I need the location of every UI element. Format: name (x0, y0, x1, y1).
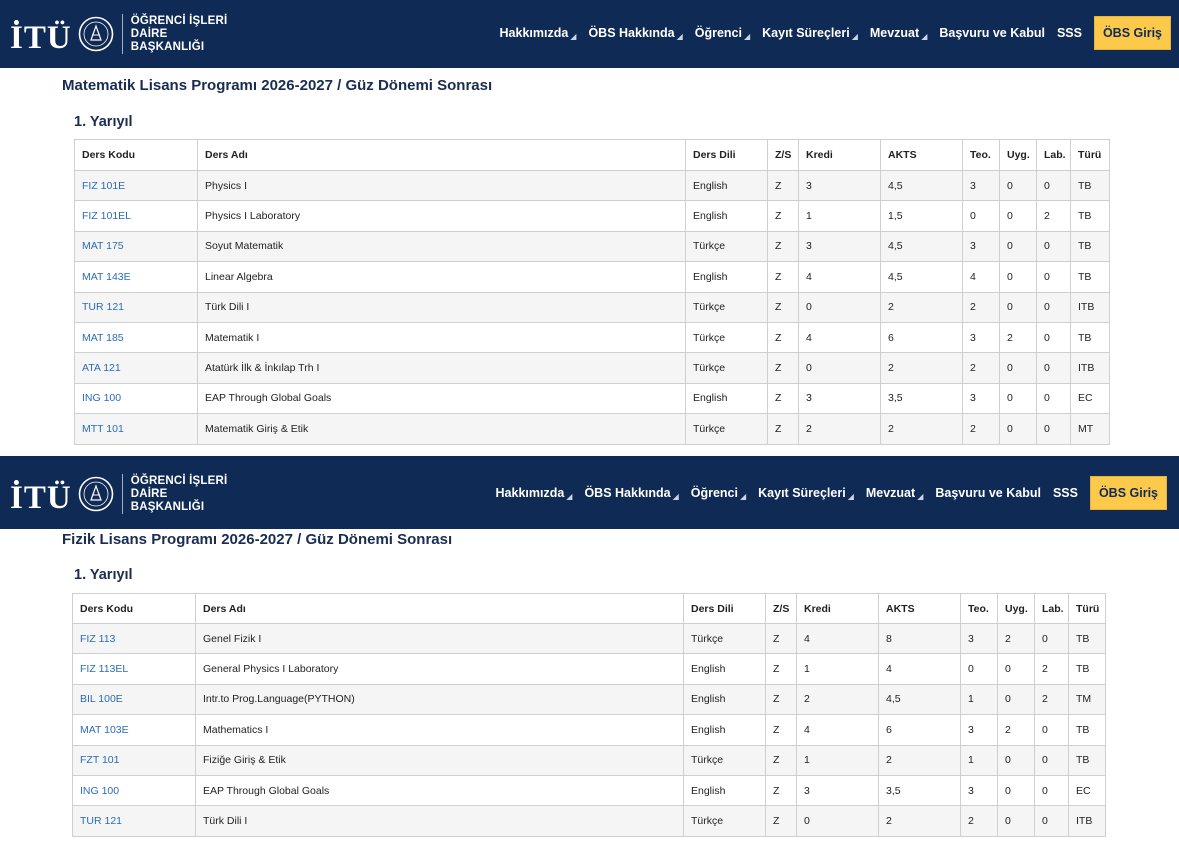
cell-type: ITB (1071, 292, 1110, 322)
cell-ects: 6 (879, 715, 961, 745)
itu-logo[interactable] (10, 466, 227, 522)
cell-type: TB (1069, 654, 1106, 684)
cell-theory: 3 (963, 322, 1000, 352)
cell-type: TB (1071, 262, 1110, 292)
table-row (73, 624, 1106, 654)
cell-code (75, 231, 198, 261)
cell-name: Mathematics I (196, 715, 684, 745)
org-name-line2: DAİRE (130, 487, 168, 500)
table-row (73, 654, 1106, 684)
cell-zs: Z (766, 775, 797, 805)
screenshot-fizik (0, 456, 1179, 846)
cell-zs: Z (766, 745, 797, 775)
cell-name: Türk Dili I (196, 806, 684, 836)
program-content (12, 529, 1163, 846)
cell-credit: 4 (797, 624, 879, 654)
nav-label: Mevzuat (865, 486, 916, 500)
org-name-line1: ÖĞRENCİ İŞLERİ (130, 14, 228, 27)
cell-credit: 1 (797, 745, 879, 775)
cell-credit: 3 (799, 171, 881, 201)
main-nav (484, 476, 1167, 510)
course-code-link[interactable]: TUR 121 (80, 815, 123, 828)
cell-zs: Z (766, 715, 797, 745)
cell-name: Atatürk İlk & İnkılap Trh I (198, 353, 686, 383)
column-header-ects: AKTS (881, 140, 963, 171)
itu-seal-icon (78, 476, 114, 512)
cell-practice: 0 (998, 745, 1035, 775)
cell-credit: 1 (797, 654, 879, 684)
table-row (73, 775, 1106, 805)
cell-lab: 0 (1035, 806, 1069, 836)
cell-practice: 2 (1000, 322, 1037, 352)
cell-theory: 0 (963, 201, 1000, 231)
course-code-link[interactable]: FIZ 113EL (80, 663, 129, 676)
cell-type: TB (1069, 624, 1106, 654)
cell-theory: 2 (963, 414, 1000, 444)
column-header-language: Ders Dili (684, 594, 766, 624)
course-code-link[interactable]: FIZ 101E (82, 179, 126, 192)
chevron-down-icon: ◢ (566, 491, 573, 501)
nav-basvuru-ve-kabul[interactable] (939, 26, 1045, 40)
cell-language: Türkçe (686, 414, 768, 444)
cell-language: Türkçe (684, 745, 766, 775)
cell-code (73, 684, 196, 714)
course-code-link[interactable]: FZT 101 (80, 754, 120, 767)
course-code-link[interactable]: MAT 143E (82, 270, 131, 283)
org-name-line3: BAŞKANLIĞI (130, 40, 205, 53)
cell-practice: 0 (1000, 201, 1037, 231)
chevron-down-icon: ◢ (847, 491, 854, 501)
cell-ects: 3,5 (881, 383, 963, 413)
course-code-link[interactable]: MAT 175 (82, 240, 124, 253)
cell-code (75, 414, 198, 444)
cell-lab: 0 (1037, 383, 1071, 413)
cell-language: English (684, 684, 766, 714)
table-row (73, 806, 1106, 836)
cell-practice: 2 (998, 715, 1035, 745)
column-header-type: Türü (1071, 140, 1110, 171)
chevron-down-icon: ◢ (740, 491, 747, 501)
cell-practice: 0 (1000, 383, 1037, 413)
obs-login-button[interactable]: ÖBS Giriş (1094, 16, 1171, 50)
cell-code (73, 745, 196, 775)
main-nav (488, 16, 1171, 50)
cell-credit: 4 (799, 262, 881, 292)
itu-wordmark: İTÜ (10, 479, 72, 516)
course-code-link[interactable]: FIZ 113 (80, 632, 116, 645)
nav-label: Öğrenci (690, 486, 738, 500)
cell-language: Türkçe (686, 322, 768, 352)
cell-code (75, 383, 198, 413)
cell-name: EAP Through Global Goals (198, 383, 686, 413)
cell-zs: Z (766, 684, 797, 714)
cell-type: EC (1071, 383, 1110, 413)
itu-wordmark: İTÜ (10, 19, 72, 56)
column-header-credit: Kredi (797, 594, 879, 624)
cell-credit: 2 (797, 684, 879, 714)
cell-practice: 0 (1000, 292, 1037, 322)
table-row (73, 745, 1106, 775)
cell-lab: 0 (1035, 624, 1069, 654)
cell-lab: 0 (1037, 322, 1071, 352)
page-title: Fizik Lisans Programı 2026-2027 / Güz Dönemi Sonrası (62, 531, 453, 548)
table-row (75, 201, 1110, 231)
nav-label: Başvuru ve Kabul (939, 26, 1045, 40)
cell-type: EC (1069, 775, 1106, 805)
cell-zs: Z (768, 231, 799, 261)
column-header-credit: Kredi (799, 140, 881, 171)
cell-language: English (686, 262, 768, 292)
cell-ects: 2 (881, 292, 963, 322)
cell-practice: 0 (1000, 262, 1037, 292)
cell-credit: 3 (799, 231, 881, 261)
cell-practice: 2 (998, 624, 1035, 654)
cell-code (73, 806, 196, 836)
cell-zs: Z (766, 624, 797, 654)
chevron-down-icon: ◢ (570, 31, 577, 41)
cell-theory: 2 (961, 806, 998, 836)
cell-ects: 2 (881, 414, 963, 444)
nav-obs-hakkinda[interactable] (588, 26, 682, 41)
nav-label: ÖBS Hakkında (588, 26, 675, 40)
cell-zs: Z (766, 806, 797, 836)
table-header-row (75, 140, 1110, 171)
table-row (75, 322, 1110, 352)
cell-name: General Physics I Laboratory (196, 654, 684, 684)
cell-ects: 4,5 (881, 171, 963, 201)
cell-theory: 2 (963, 292, 1000, 322)
cell-practice: 0 (998, 654, 1035, 684)
cell-code (75, 322, 198, 352)
table-row (75, 171, 1110, 201)
cell-type: TB (1071, 201, 1110, 231)
chevron-down-icon: ◢ (744, 31, 751, 41)
cell-name: Soyut Matematik (198, 231, 686, 261)
cell-type: TB (1071, 322, 1110, 352)
nav-label: Kayıt Süreçleri (758, 486, 846, 500)
cell-language: Türkçe (684, 624, 766, 654)
table-row (75, 231, 1110, 261)
cell-lab: 0 (1037, 292, 1071, 322)
cell-theory: 4 (963, 262, 1000, 292)
nav-label: Kayıt Süreçleri (762, 26, 850, 40)
nav-hakkimizda[interactable] (500, 26, 577, 41)
cell-ects: 4 (879, 654, 961, 684)
column-header-language: Ders Dili (686, 140, 768, 171)
cell-language: Türkçe (686, 353, 768, 383)
chevron-down-icon: ◢ (851, 31, 858, 41)
cell-language: English (684, 775, 766, 805)
cell-ects: 1,5 (881, 201, 963, 231)
term-heading: 1. Yarıyıl (74, 114, 133, 130)
cell-ects: 8 (879, 624, 961, 654)
cell-lab: 2 (1037, 201, 1071, 231)
chevron-down-icon: ◢ (672, 491, 679, 501)
course-code-link[interactable]: TUR 121 (82, 301, 125, 314)
cell-name: Matematik I (198, 322, 686, 352)
cell-zs: Z (766, 654, 797, 684)
course-table (72, 593, 1106, 837)
cell-credit: 0 (799, 353, 881, 383)
cell-theory: 3 (961, 715, 998, 745)
cell-code (73, 624, 196, 654)
nav-label: Öğrenci (694, 26, 742, 40)
column-header-practice: Uyg. (1000, 140, 1037, 171)
nav-kayit-surecleri[interactable] (762, 26, 858, 41)
cell-code (75, 353, 198, 383)
org-name (131, 475, 228, 514)
cell-zs: Z (768, 322, 799, 352)
cell-code (75, 292, 198, 322)
table-row (75, 414, 1110, 444)
nav-label: SSS (1052, 486, 1078, 500)
nav-hakkimizda[interactable] (496, 486, 573, 501)
cell-ects: 2 (881, 353, 963, 383)
cell-practice: 0 (998, 684, 1035, 714)
cell-credit: 4 (797, 715, 879, 745)
cell-credit: 0 (797, 806, 879, 836)
cell-type: TB (1071, 171, 1110, 201)
nav-label: Başvuru ve Kabul (935, 486, 1041, 500)
cell-theory: 1 (961, 745, 998, 775)
column-header-zs: Z/S (766, 594, 797, 624)
nav-sss[interactable] (1053, 486, 1078, 500)
cell-name: Genel Fizik I (196, 624, 684, 654)
cell-lab: 0 (1035, 715, 1069, 745)
cell-zs: Z (768, 414, 799, 444)
cell-lab: 0 (1037, 231, 1071, 261)
nav-mevzuat[interactable] (866, 486, 923, 501)
column-header-lab: Lab. (1035, 594, 1069, 624)
cell-theory: 1 (961, 684, 998, 714)
column-header-code: Ders Kodu (75, 140, 198, 171)
column-header-ects: AKTS (879, 594, 961, 624)
cell-zs: Z (768, 171, 799, 201)
course-code-link[interactable]: MTT 101 (82, 422, 124, 435)
cell-zs: Z (768, 292, 799, 322)
table-row (73, 684, 1106, 714)
column-header-theory: Teo. (961, 594, 998, 624)
nav-sss[interactable] (1057, 26, 1082, 40)
course-code-link[interactable]: ATA 121 (82, 362, 121, 375)
cell-lab: 0 (1035, 775, 1069, 805)
cell-name: Physics I (198, 171, 686, 201)
course-code-link[interactable]: MAT 185 (82, 331, 124, 344)
cell-practice: 0 (1000, 414, 1037, 444)
chevron-down-icon: ◢ (921, 31, 928, 41)
cell-ects: 3,5 (879, 775, 961, 805)
column-header-name: Ders Adı (196, 594, 684, 624)
cell-practice: 0 (1000, 353, 1037, 383)
column-header-practice: Uyg. (998, 594, 1035, 624)
org-name-line3: BAŞKANLIĞI (130, 500, 205, 513)
cell-practice: 0 (998, 806, 1035, 836)
cell-lab: 0 (1037, 171, 1071, 201)
table-row (75, 353, 1110, 383)
cell-language: English (686, 201, 768, 231)
cell-code (73, 654, 196, 684)
cell-lab: 0 (1037, 414, 1071, 444)
itu-logo[interactable] (10, 6, 227, 62)
cell-zs: Z (768, 353, 799, 383)
top-navbar (0, 0, 1179, 68)
nav-label: Hakkımızda (499, 26, 569, 40)
nav-kayit-surecleri[interactable] (758, 486, 854, 501)
cell-type: ITB (1071, 353, 1110, 383)
cell-language: English (684, 715, 766, 745)
cell-type: TB (1069, 715, 1106, 745)
cell-lab: 2 (1035, 684, 1069, 714)
course-code-link[interactable]: ING 100 (82, 392, 122, 405)
cell-theory: 3 (963, 171, 1000, 201)
cell-name: Matematik Giriş & Etik (198, 414, 686, 444)
cell-language: Türkçe (686, 231, 768, 261)
logo-divider (122, 474, 123, 514)
course-code-link[interactable]: BIL 100E (80, 693, 123, 706)
column-header-zs: Z/S (768, 140, 799, 171)
nav-ogrenci[interactable] (695, 26, 750, 41)
cell-lab: 0 (1035, 745, 1069, 775)
cell-ects: 2 (879, 806, 961, 836)
cell-credit: 2 (799, 414, 881, 444)
nav-ogrenci[interactable] (691, 486, 746, 501)
cell-theory: 3 (963, 231, 1000, 261)
nav-basvuru-ve-kabul[interactable] (935, 486, 1041, 500)
chevron-down-icon: ◢ (676, 31, 683, 41)
course-code-link[interactable]: ING 100 (80, 784, 120, 797)
program-content (12, 68, 1163, 456)
org-name-line1: ÖĞRENCİ İŞLERİ (130, 474, 228, 487)
nav-label: Hakkımızda (495, 486, 565, 500)
table-row (75, 383, 1110, 413)
cell-theory: 3 (963, 383, 1000, 413)
cell-theory: 3 (961, 775, 998, 805)
cell-name: Intr.to Prog.Language(PYTHON) (196, 684, 684, 714)
cell-practice: 0 (1000, 171, 1037, 201)
term-heading: 1. Yarıyıl (74, 567, 133, 583)
column-header-type: Türü (1069, 594, 1106, 624)
cell-theory: 0 (961, 654, 998, 684)
org-name-line2: DAİRE (130, 27, 168, 40)
cell-credit: 1 (799, 201, 881, 231)
cell-code (73, 775, 196, 805)
table-row (75, 262, 1110, 292)
course-table (74, 139, 1110, 445)
cell-code (75, 171, 198, 201)
cell-practice: 0 (998, 775, 1035, 805)
cell-lab: 0 (1037, 262, 1071, 292)
cell-name: Physics I Laboratory (198, 201, 686, 231)
cell-ects: 6 (881, 322, 963, 352)
cell-lab: 0 (1037, 353, 1071, 383)
course-code-link[interactable]: FIZ 101EL (82, 210, 132, 223)
org-name (131, 15, 228, 54)
course-code-link[interactable]: MAT 103E (80, 723, 129, 736)
cell-name: Türk Dili I (198, 292, 686, 322)
column-header-name: Ders Adı (198, 140, 686, 171)
cell-name: Linear Algebra (198, 262, 686, 292)
cell-credit: 0 (799, 292, 881, 322)
nav-label: ÖBS Hakkında (584, 486, 671, 500)
cell-practice: 0 (1000, 231, 1037, 261)
cell-language: English (686, 171, 768, 201)
cell-code (75, 262, 198, 292)
cell-zs: Z (768, 201, 799, 231)
cell-credit: 4 (799, 322, 881, 352)
cell-code (75, 201, 198, 231)
cell-language: English (684, 654, 766, 684)
cell-type: TB (1069, 745, 1106, 775)
nav-obs-hakkinda[interactable] (584, 486, 678, 501)
cell-theory: 3 (961, 624, 998, 654)
table-row (75, 292, 1110, 322)
cell-zs: Z (768, 383, 799, 413)
page-title: Matematik Lisans Programı 2026-2027 / Güz Dönemi Sonrası (62, 77, 493, 94)
cell-language: Türkçe (686, 292, 768, 322)
cell-type: TM (1069, 684, 1106, 714)
cell-language: Türkçe (684, 806, 766, 836)
cell-credit: 3 (797, 775, 879, 805)
cell-ects: 4,5 (881, 262, 963, 292)
column-header-lab: Lab. (1037, 140, 1071, 171)
cell-lab: 2 (1035, 654, 1069, 684)
cell-type: TB (1071, 231, 1110, 261)
table-row (73, 715, 1106, 745)
logo-divider (122, 14, 123, 54)
table-header-row (73, 594, 1106, 624)
column-header-code: Ders Kodu (73, 594, 196, 624)
chevron-down-icon: ◢ (917, 491, 924, 501)
cell-name: Fiziğe Giriş & Etik (196, 745, 684, 775)
obs-login-button[interactable]: ÖBS Giriş (1090, 476, 1167, 510)
cell-credit: 3 (799, 383, 881, 413)
top-navbar (0, 456, 1179, 529)
cell-type: MT (1071, 414, 1110, 444)
cell-theory: 2 (963, 353, 1000, 383)
column-header-theory: Teo. (963, 140, 1000, 171)
nav-mevzuat[interactable] (870, 26, 927, 41)
nav-label: Mevzuat (869, 26, 920, 40)
itu-seal-icon (78, 16, 114, 52)
cell-ects: 2 (879, 745, 961, 775)
cell-zs: Z (768, 262, 799, 292)
cell-type: ITB (1069, 806, 1106, 836)
cell-language: English (686, 383, 768, 413)
cell-ects: 4,5 (881, 231, 963, 261)
cell-ects: 4,5 (879, 684, 961, 714)
nav-label: SSS (1056, 26, 1082, 40)
cell-name: EAP Through Global Goals (196, 775, 684, 805)
cell-code (73, 715, 196, 745)
